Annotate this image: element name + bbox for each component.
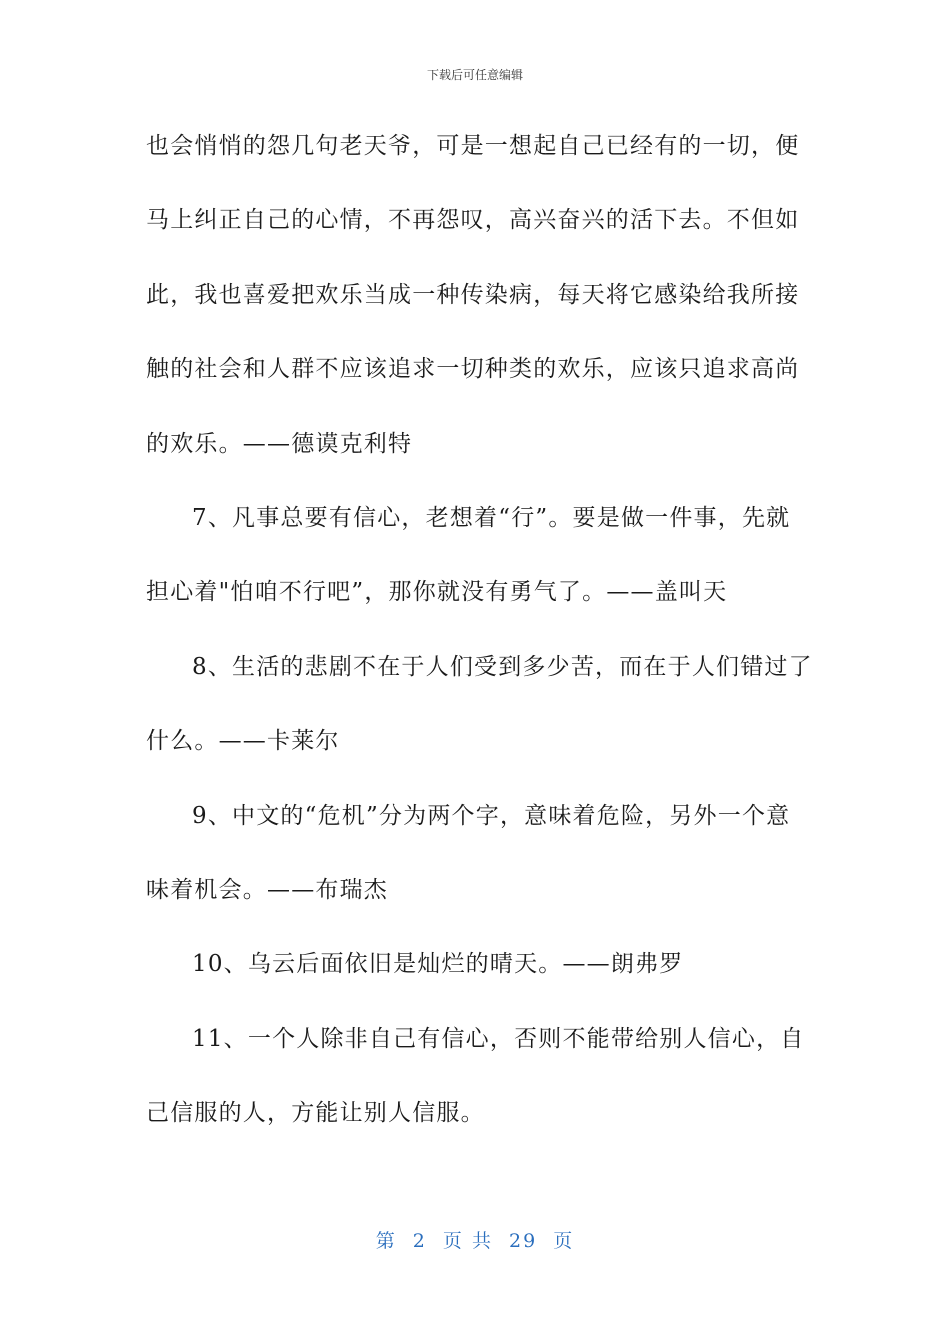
quote-11-line-1: 11、一个人除非自己有信心，否则不能带给别人信心，自 bbox=[192, 1025, 805, 1052]
quote-8-line-1: 8、生活的悲剧不在于人们受到多少苦，而在于人们错过了 bbox=[192, 653, 813, 680]
quote-7-line-1: 7、凡事总要有信心，老想着“行”。要是做一件事，先就 bbox=[192, 504, 791, 531]
footer-page-number: 2 bbox=[412, 1230, 427, 1252]
text-line: 马上纠正自己的心情，不再怨叹，高兴奋兴的活下去。不但如 bbox=[146, 207, 800, 234]
text-line: 此，我也喜爱把欢乐当成一种传染病，每天将它感染给我所接 bbox=[146, 281, 800, 308]
quote-9-line-2: 味着机会。——布瑞杰 bbox=[146, 876, 388, 903]
text-line: 的欢乐。——德谟克利特 bbox=[146, 430, 413, 457]
quote-9-line-1: 9、中文的“危机”分为两个字，意味着危险，另外一个意 bbox=[192, 802, 791, 829]
page-footer bbox=[0, 1226, 950, 1253]
text-line: 也会悄悄的怨几句老天爷，可是一想起自己已经有的一切，便 bbox=[146, 133, 800, 159]
footer-suffix: 页 bbox=[553, 1230, 575, 1252]
footer-prefix: 第 bbox=[375, 1230, 397, 1252]
quote-10-line-1: 10、乌云后面依旧是灿烂的晴天。——朗弗罗 bbox=[192, 951, 684, 978]
quote-7-line-2: 担心着"怕咱不行吧”，那你就没有勇气了。——盖叫天 bbox=[146, 579, 728, 606]
quote-8-line-2: 什么。——卡莱尔 bbox=[146, 728, 340, 755]
page-header: 下载后可任意编辑 bbox=[426, 68, 523, 82]
document-body bbox=[146, 126, 813, 1167]
quote-11-line-2: 己信服的人，方能让别人信服。 bbox=[146, 1100, 485, 1127]
footer-middle: 页 共 bbox=[442, 1230, 493, 1252]
text-line: 触的社会和人群不应该追求一切种类的欢乐，应该只追求高尚 bbox=[146, 356, 800, 383]
footer-total-pages: 29 bbox=[509, 1230, 538, 1252]
